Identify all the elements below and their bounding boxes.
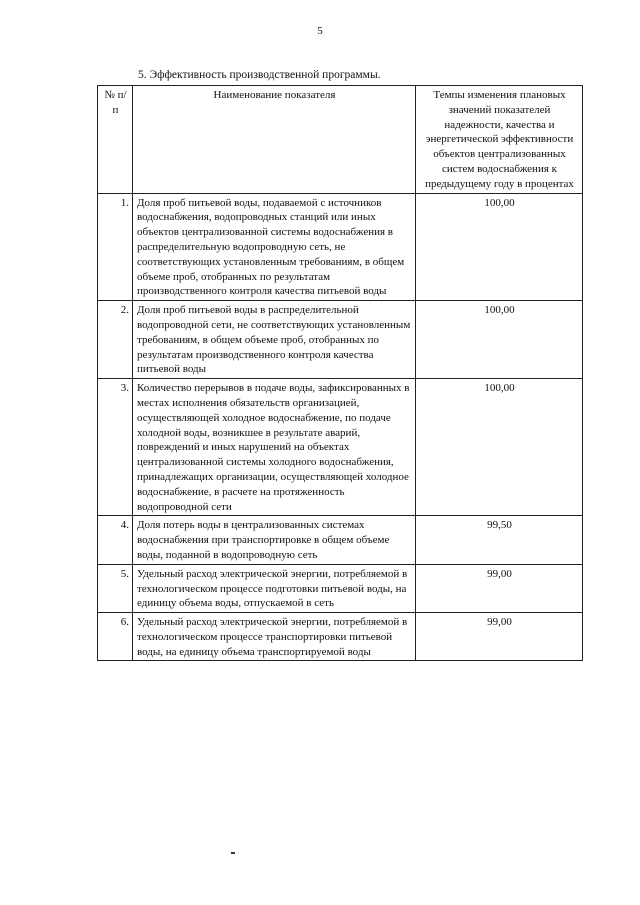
- table-row: [98, 564, 583, 612]
- page-number: 5: [317, 25, 323, 37]
- row-name: Удельный расход электрической энергии, потребляемой в технологическом процессе подготовки питьевой воды, на единицу объема воды, отпускаемой в сеть: [133, 564, 416, 612]
- row-rate: 99,50: [416, 516, 583, 564]
- row-num: 5.: [98, 564, 133, 612]
- header-num: № п/п: [98, 86, 133, 194]
- table-header-row: [98, 86, 583, 194]
- section-title: 5. Эффективность производственной программы.: [138, 69, 381, 81]
- row-num: 4.: [98, 516, 133, 564]
- row-num: 6.: [98, 613, 133, 661]
- header-rate: Темпы изменения плановых значений показателей надежности, качества и энергетической эффективности объектов централизованных систем водоснабжения к предыдущему году в процентах: [416, 86, 583, 194]
- row-rate: 100,00: [416, 301, 583, 379]
- row-num: 2.: [98, 301, 133, 379]
- row-rate: 100,00: [416, 379, 583, 516]
- table-row: [98, 516, 583, 564]
- row-rate: 99,00: [416, 613, 583, 661]
- row-rate: 100,00: [416, 193, 583, 301]
- scan-mark: [231, 852, 235, 854]
- header-name: Наименование показателя: [133, 86, 416, 194]
- row-name: Количество перерывов в подаче воды, зафиксированных в местах исполнения обязательств организацией, осуществляющей холодное водоснабжение, по подаче холодной воды, возникшее в результате аварий, повреждений и иных нарушений на объектах централизованной системы холодного водоснабжения, принадлежащих организации, осуществляющей холодное водоснабжение, в расчете на протяженность водопроводной сети: [133, 379, 416, 516]
- row-name: Доля проб питьевой воды, подаваемой с источников водоснабжения, водопроводных станций или иных объектов централизованной системы водоснабжения в распределительную водопроводную сеть, не соответствующих установленным требованиям, в общем объеме проб, отобранных по результатам производственного контроля качества питьевой воды: [133, 193, 416, 301]
- indicators-table: [97, 85, 583, 661]
- row-name: Доля потерь воды в централизованных системах водоснабжения при транспортировке в общем объеме воды, поданной в водопроводную сеть: [133, 516, 416, 564]
- row-name: Доля проб питьевой воды в распределительной водопроводной сети, не соответствующих установленным требованиям, в общем объеме проб, отобранных по результатам производственного контроля качества питьевой воды: [133, 301, 416, 379]
- row-num: 1.: [98, 193, 133, 301]
- table-row: [98, 301, 583, 379]
- table-row: [98, 379, 583, 516]
- row-num: 3.: [98, 379, 133, 516]
- table-row: [98, 193, 583, 301]
- row-rate: 99,00: [416, 564, 583, 612]
- row-name: Удельный расход электрической энергии, потребляемой в технологическом процессе транспортировки питьевой воды, на единицу объема транспортируемой воды: [133, 613, 416, 661]
- table-row: [98, 613, 583, 661]
